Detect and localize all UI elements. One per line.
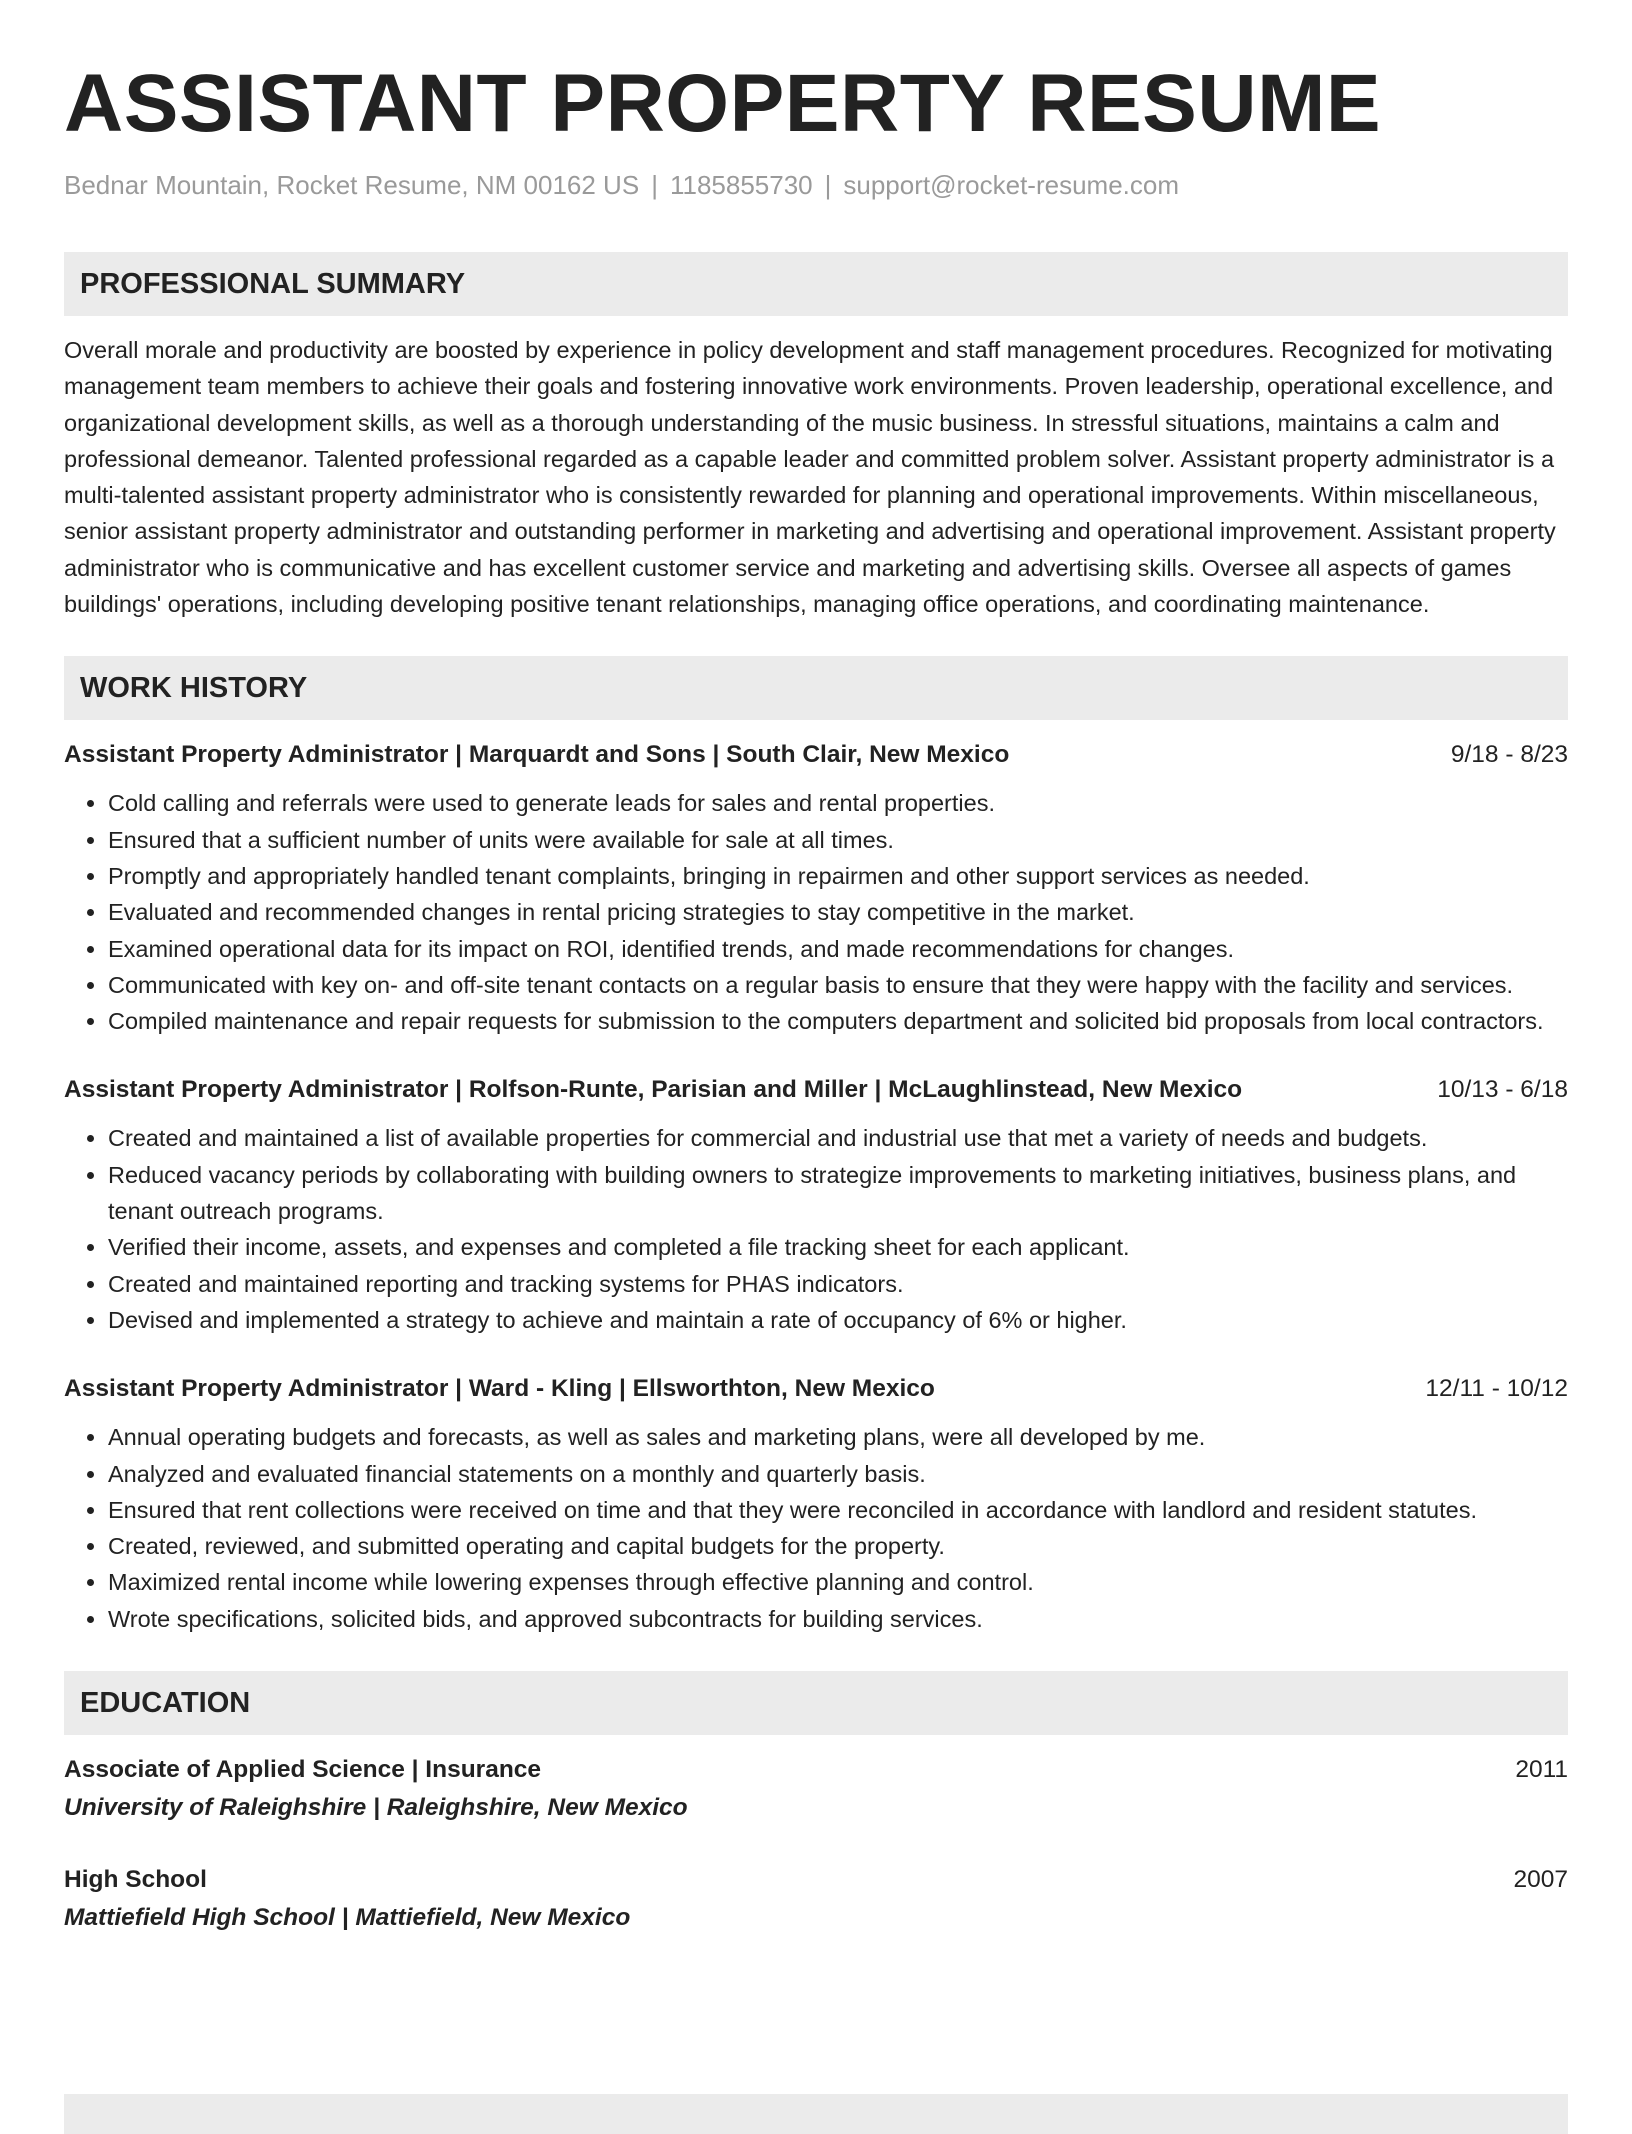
- summary-text: Overall morale and productivity are boosted by experience in policy development and staff management procedures. Recognized for motivating management team members to achieve their goals and fostering innovative work environments. Proven leadership, operational excellence, and organizational development skills, as well as a thorough understanding of the music business. In stressful situations, maintains a calm and professional demeanor. Talented professional regarded as a capable leader and committed problem solver. Assistant property administrator is a multi-talented assistant property administrator who is consistently rewarded for planning and operational improvements. Within miscellaneous, senior assistant property administrator and outstanding performer in marketing and advertising and operational improvement. Assistant property administrator who is communicative and has excellent customer service and marketing and advertising skills. Oversee all aspects of games buildings' operations, including developing positive tenant relationships, managing office operations, and coordinating maintenance.: [64, 337, 1556, 618]
- job-header: [64, 1073, 1568, 1107]
- job-bullet-list: [64, 1419, 1568, 1637]
- job-header: [64, 738, 1568, 772]
- job-dates: 12/11 - 10/12: [1425, 1375, 1568, 1403]
- job-entry: [64, 1073, 1568, 1338]
- job-bullet: • Compiled maintenance and repair requests for submission to the computers department and solicited bid proposals from local contractors.: [108, 1003, 1568, 1039]
- education-entry: [64, 1753, 1568, 1825]
- job-bullet: • Reduced vacancy periods by collaborating with building owners to strategize improvements to marketing initiatives, business plans, and tenant outreach programs.: [108, 1157, 1568, 1230]
- job-bullet: • Analyzed and evaluated financial statements on a monthly and quarterly basis.: [108, 1456, 1568, 1492]
- job-bullet-list: [64, 1120, 1568, 1338]
- job-bullet: • Created and maintained a list of available properties for commercial and industrial use that met a variety of needs and budgets.: [108, 1120, 1568, 1156]
- job-bullet: • Evaluated and recommended changes in rental pricing strategies to stay competitive in the market.: [108, 894, 1568, 930]
- job-bullet: • Devised and implemented a strategy to achieve and maintain a rate of occupancy of 6% or higher.: [108, 1302, 1568, 1338]
- job-bullet: • Examined operational data for its impact on ROI, identified trends, and made recommendations for changes.: [108, 931, 1568, 967]
- work-history-list: [64, 738, 1568, 1637]
- contact-address: Bednar Mountain, Rocket Resume, NM 00162 US: [64, 170, 640, 200]
- job-header: [64, 1372, 1568, 1406]
- job-bullet: • Verified their income, assets, and expenses and completed a file tracking sheet for each applicant.: [108, 1229, 1568, 1265]
- resume-title: ASSISTANT PROPERTY RESUME: [64, 58, 1382, 149]
- job-dates: 9/18 - 8/23: [1450, 741, 1568, 769]
- education-school: Mattiefield High School | Mattiefield, New Mexico: [64, 1904, 631, 1932]
- education-header: [64, 1753, 1568, 1787]
- education-list: [64, 1753, 1568, 1935]
- job-bullet: • Cold calling and referrals were used to generate leads for sales and rental properties.: [108, 785, 1568, 821]
- job-bullet: • Ensured that rent collections were received on time and that they were reconciled in accordance with landlord and resident statutes.: [108, 1492, 1568, 1528]
- section-header-education: EDUCATION: [64, 1671, 1568, 1735]
- job-bullet: • Wrote specifications, solicited bids, and approved subcontracts for building services.: [108, 1601, 1568, 1637]
- education-degree: High School: [64, 1866, 207, 1894]
- education-degree: Associate of Applied Science | Insurance: [64, 1756, 542, 1784]
- education-year: 2007: [1513, 1866, 1568, 1894]
- job-bullet: • Promptly and appropriately handled tenant complaints, bringing in repairmen and other support services as needed.: [108, 858, 1568, 894]
- job-entry: [64, 738, 1568, 1039]
- job-bullet: • Communicated with key on- and off-site tenant contacts on a regular basis to ensure that they were happy with the facility and services.: [108, 967, 1568, 1003]
- section-header-summary: PROFESSIONAL SUMMARY: [64, 252, 1568, 316]
- contact-phone: 1185855730: [669, 170, 813, 200]
- job-title: Assistant Property Administrator | Marquardt and Sons | South Clair, New Mexico: [64, 741, 1010, 769]
- job-bullet-list: [64, 785, 1568, 1039]
- contact-separator: |: [824, 170, 832, 200]
- contact-line: [64, 168, 1568, 202]
- job-title: Assistant Property Administrator | Ward - Kling | Ellsworthton, New Mexico: [64, 1375, 935, 1403]
- job-bullet: • Created, reviewed, and submitted operating and capital budgets for the property.: [108, 1528, 1568, 1564]
- job-title: Assistant Property Administrator | Rolfson-Runte, Parisian and Miller | McLaughlinstead, New Mexico: [64, 1076, 1243, 1104]
- education-school: University of Raleighshire | Raleighshire, New Mexico: [64, 1794, 688, 1822]
- job-bullet: • Ensured that a sufficient number of units were available for sale at all times.: [108, 822, 1568, 858]
- job-dates: 10/13 - 6/18: [1437, 1076, 1568, 1104]
- contact-separator: |: [651, 170, 658, 200]
- section-header-work-history: WORK HISTORY: [64, 656, 1568, 720]
- education-entry: [64, 1863, 1568, 1935]
- job-bullet: • Maximized rental income while lowering expenses through effective planning and control.: [108, 1564, 1568, 1600]
- section-header-next: [64, 2094, 1568, 2134]
- education-header: [64, 1863, 1568, 1897]
- education-year: 2011: [1515, 1756, 1568, 1784]
- job-bullet: • Created and maintained reporting and tracking systems for PHAS indicators.: [108, 1266, 1568, 1302]
- job-entry: [64, 1372, 1568, 1637]
- job-bullet: • Annual operating budgets and forecasts, as well as sales and marketing plans, were all developed by me.: [108, 1419, 1568, 1455]
- contact-email: support@rocket-resume.com: [843, 170, 1180, 200]
